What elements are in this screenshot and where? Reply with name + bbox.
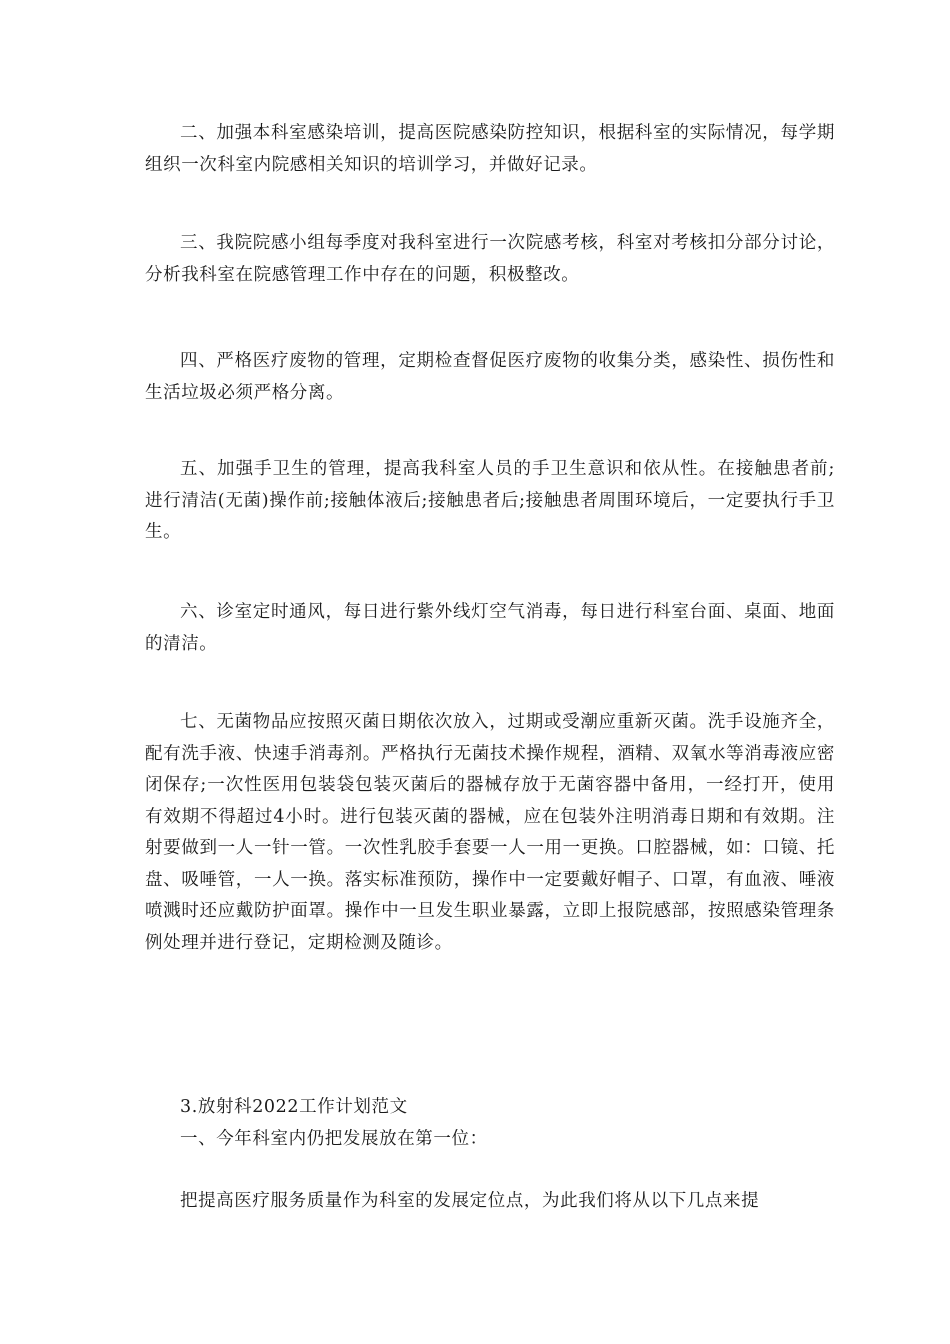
paragraph-2: 二、加强本科室感染培训，提高医院感染防控知识，根据科室的实际情况，每学期组织一次科室内院感相关知识的培训学习，并做好记录。: [145, 123, 835, 175]
section-title: 3.放射科2022工作计划范文: [180, 1097, 408, 1117]
paragraph-5: 五、加强手卫生的管理，提高我科室人员的手卫生意识和依从性。在接触患者前;进行清洁(无菌)操作前;接触体液后;接触患者后;接触患者周围环境后，一定要执行手卫生。: [145, 459, 835, 542]
paragraph-3: 三、我院院感小组每季度对我科室进行一次院感考核，科室对考核扣分部分讨论，分析我科室在院感管理工作中存在的问题，积极整改。: [145, 233, 835, 285]
paragraph-7: 七、无菌物品应按照灭菌日期依次放入，过期或受潮应重新灭菌。洗手设施齐全，配有洗手液、快速手消毒剂。严格执行无菌技术操作规程，酒精、双氧水等消毒液应密闭保存;一次性医用包装袋包装灭菌后的器械存放于无菌容器中备用，一经打开，使用有效期不得超过4小时。进行包装灭菌的器械，应在包装外注明消毒日期和有效期。注射要做到一人一针一管。一次性乳胶手套要一人一用一更换。口腔器械，如：口镜、托盘、吸唾管，一人一换。落实标准预防，操作中一定要戴好帽子、口罩，有血液、唾液喷溅时还应戴防护面罩。操作中一旦发生职业暴露，立即上报院感部，按照感染管理条例处理并进行登记，定期检测及随诊。: [145, 712, 835, 953]
paragraph-4: 四、严格医疗废物的管理，定期检查督促医疗废物的收集分类，感染性、损伤性和生活垃圾必须严格分离。: [145, 351, 835, 403]
section-intro: 把提高医疗服务质量作为科室的发展定位点，为此我们将从以下几点来提: [180, 1191, 760, 1211]
paragraph-6: 六、诊室定时通风，每日进行紫外线灯空气消毒，每日进行科室台面、桌面、地面的清洁。: [145, 602, 835, 654]
section-subtitle: 一、今年科室内仍把发展放在第一位：: [180, 1129, 488, 1149]
